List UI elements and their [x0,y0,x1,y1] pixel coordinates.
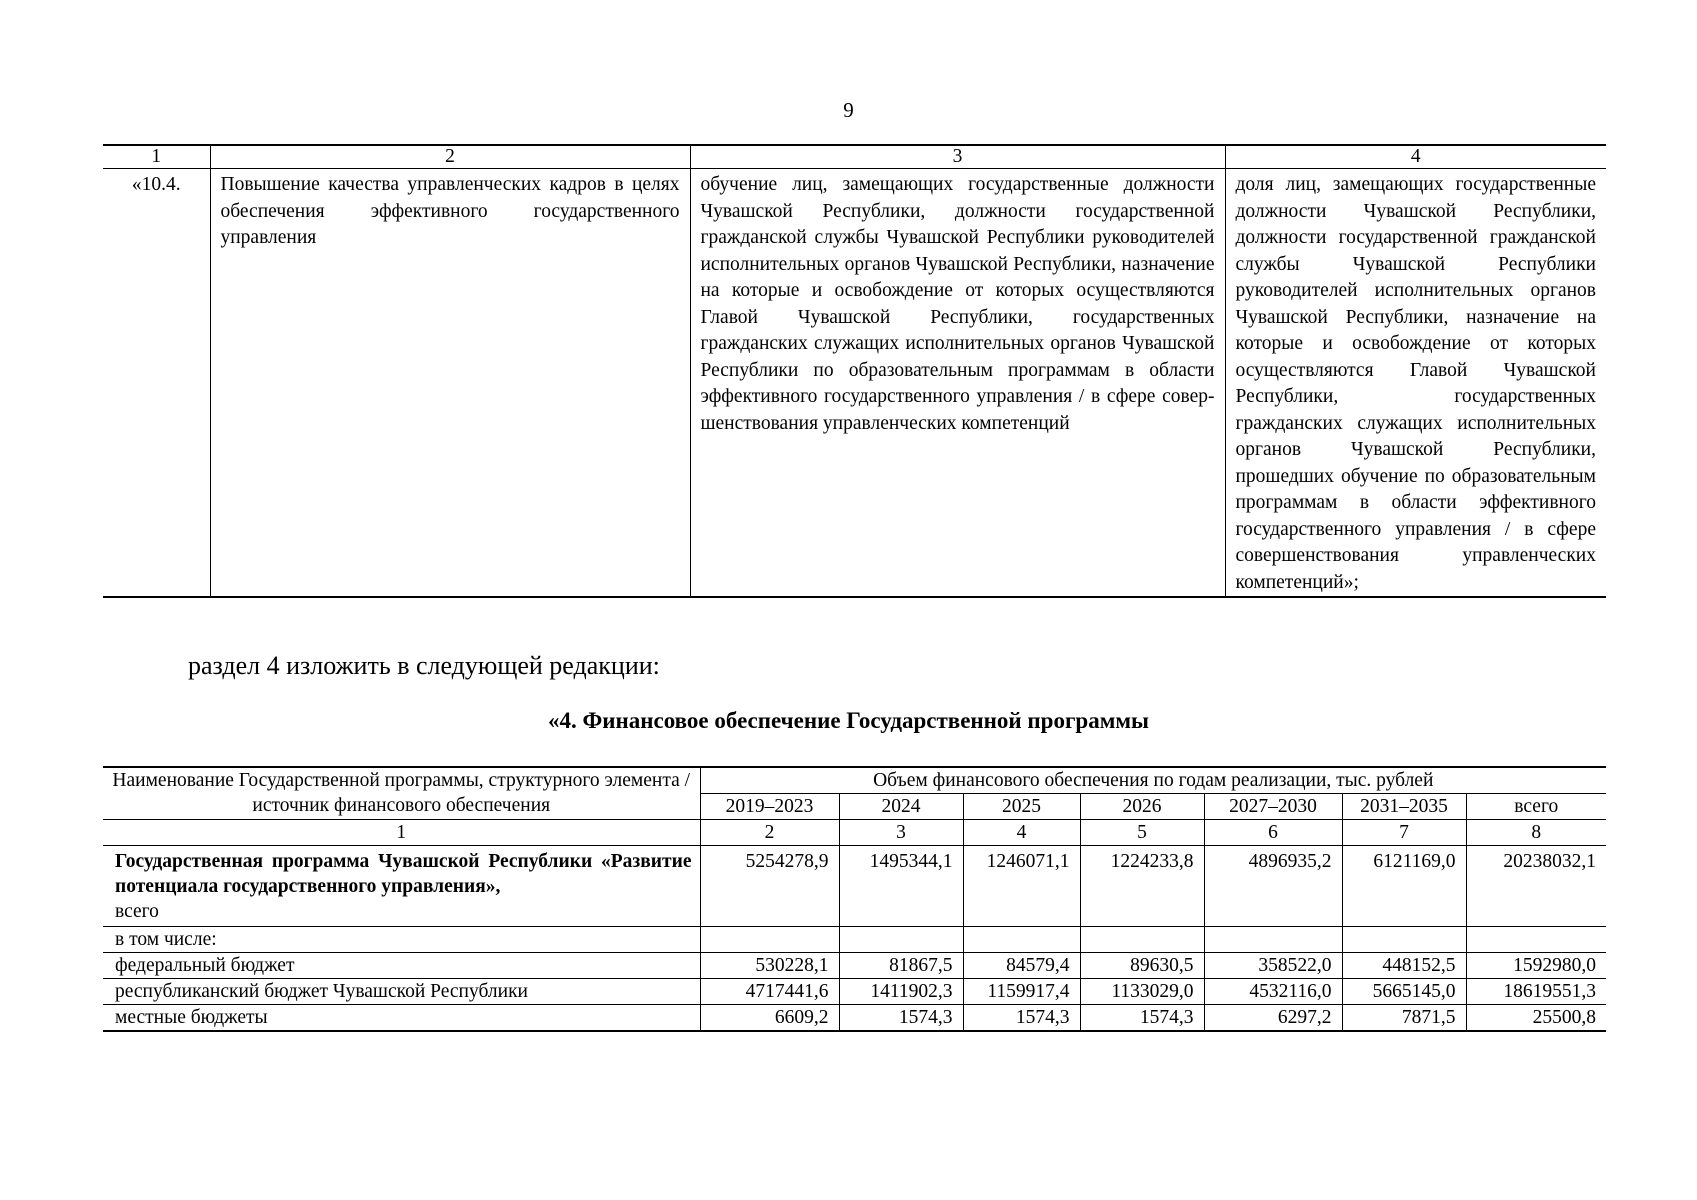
table-row [103,1005,1606,1032]
column-number-cell: 3 [839,820,963,846]
empty-cell [1342,927,1466,953]
value-cell: 6121169,0 [1342,846,1466,927]
value-cell: 1574,3 [839,1005,963,1032]
period-header: 2027–2030 [1204,794,1342,820]
source-name: местные бюджеты [103,1005,700,1032]
column-number-cell: 7 [1342,820,1466,846]
value-cell: 358522,0 [1204,953,1342,979]
program-name-cell [103,846,700,927]
value-cell: 530228,1 [700,953,839,979]
indicator-text: обучение лиц, замещающих государственные должности Чувашской Республики, должности государственной гражданской службы Чувашской Республики руководителей исполнительных органов Чувашской Республики, назначение на которые и освобождение от которых осуществляются Главой Чувашской Республики, государственных гражданских служащих исполнительных органов Чувашской Республики по образовательным программам в области эффективного государственного управления / в сфере совершенствования управленческих компетенций [690,169,1225,598]
table-row [103,846,1606,927]
column-number-cell: 1 [103,820,700,846]
result-text: доля лиц, замещающих государственные должности Чувашской Республики, должности государственной гражданской службы Чувашской Республики руководителей исполнительных органов Чувашской Республики, назначение на которые и освобождение от которых осуществляются Главой Чувашской Республики, государственных гражданских служащих исполнительных органов Чувашской Республики, прошедших обучение по образовательным программам в области эффективного государственного управления / в сфере совершенствования управленческих компетенций»; [1225,169,1606,598]
period-header: 2019–2023 [700,794,839,820]
period-header: всего [1466,794,1606,820]
period-header: 2024 [839,794,963,820]
value-cell: 5254278,9 [700,846,839,927]
value-cell: 1574,3 [963,1005,1080,1032]
table-row [103,953,1606,979]
column-number-cell: 8 [1466,820,1606,846]
table-row [103,169,1606,598]
empty-cell [839,927,963,953]
value-cell: 1592980,0 [1466,953,1606,979]
value-cell: 18619551,3 [1466,979,1606,1005]
period-header: 2025 [963,794,1080,820]
value-cell: 1133029,0 [1080,979,1204,1005]
intro-text: раздел 4 изложить в следующей редакции: [188,651,660,680]
task-number: «10.4. [103,169,210,598]
value-cell: 89630,5 [1080,953,1204,979]
value-cell: 1224233,8 [1080,846,1204,927]
indicators-table [103,144,1606,598]
financing-table [103,766,1606,1032]
page-number: 9 [843,98,854,122]
value-cell: 81867,5 [839,953,963,979]
source-name: федеральный бюджет [103,953,700,979]
period-header: 2026 [1080,794,1204,820]
program-total-label: всего [115,901,159,922]
volume-header: Объем финансового обеспечения по годам реализации, тыс. рублей [700,767,1606,794]
empty-cell [700,927,839,953]
column-number-cell: 5 [1080,820,1204,846]
value-cell: 1411902,3 [839,979,963,1005]
period-header: 2031–2035 [1342,794,1466,820]
source-name: республиканский бюджет Чувашской Республики [103,979,700,1005]
column-number-cell: 6 [1204,820,1342,846]
column-number-cell: 2 [700,820,839,846]
empty-cell [963,927,1080,953]
column-number-cell: 4 [1225,145,1606,169]
value-cell: 84579,4 [963,953,1080,979]
column-number-cell: 3 [690,145,1225,169]
value-cell: 448152,5 [1342,953,1466,979]
column-number-cell: 4 [963,820,1080,846]
name-header: Наименование Государственной программы, структурного элемента / источник финансового обеспечения [103,767,700,820]
table-header-row [103,145,1606,169]
section-title: «4. Финансовое обеспечение Государственной программы [548,708,1149,733]
value-cell: 4717441,6 [700,979,839,1005]
value-cell: 1246071,1 [963,846,1080,927]
value-cell: 6297,2 [1204,1005,1342,1032]
column-number-cell: 1 [103,145,210,169]
value-cell: 4896935,2 [1204,846,1342,927]
value-cell: 4532116,0 [1204,979,1342,1005]
task-text: Повышение качества управленческих кадров в целях обеспечения эффективного государственного управления [210,169,690,598]
value-cell: 1159917,4 [963,979,1080,1005]
empty-cell [1080,927,1204,953]
table-row [103,979,1606,1005]
column-number-cell: 2 [210,145,690,169]
value-cell: 5665145,0 [1342,979,1466,1005]
empty-cell [1204,927,1342,953]
empty-cell [1466,927,1606,953]
column-numbers-row [103,820,1606,846]
value-cell: 1495344,1 [839,846,963,927]
value-cell: 25500,8 [1466,1005,1606,1032]
including-label: в том числе: [103,927,700,953]
table-row [103,927,1606,953]
value-cell: 20238032,1 [1466,846,1606,927]
value-cell: 7871,5 [1342,1005,1466,1032]
program-name: Государственная программа Чувашской Республики «Развитие потенциала государственного управления», [115,851,692,897]
value-cell: 1574,3 [1080,1005,1204,1032]
table-header-row [103,767,1606,794]
value-cell: 6609,2 [700,1005,839,1032]
